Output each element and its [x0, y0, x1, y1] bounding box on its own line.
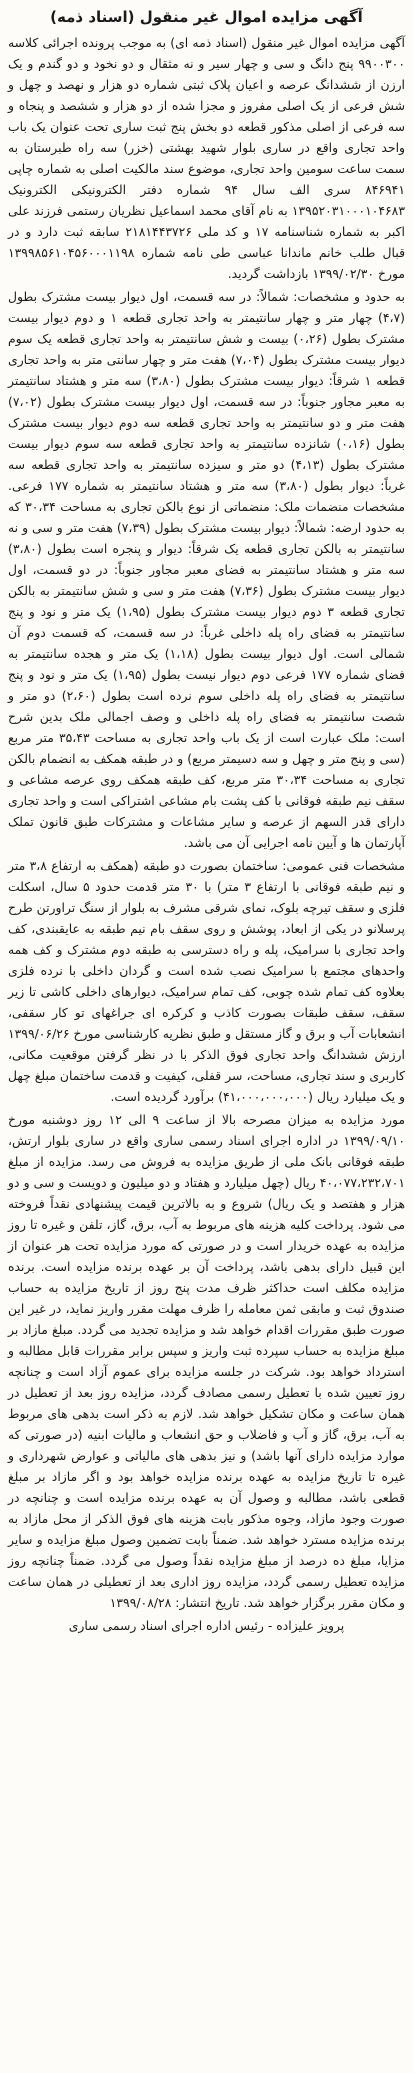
notice-paragraph-auction-terms: مورد مزایده به میزان مصرحه بالا از ساعت ۹ الی ۱۲ روز دوشنبه مورخ ۱۳۹۹/۰۹/۱۰ در اداره اجرای اسناد رسمی ساری واقع در ساری بلوار ارتش، طبقه فوقانی بانک ملی از طریق مزایده به فروش می رسد. مزایده از مبلغ ۴۰،۰۷۷،۲۳۲،۷۰۱ ریال (چهل میلیارد و هفتاد و دو میلیون و دویست و سی و دو هزار و هفتصد و یک ریال) شروع و به بالاترین قیمت پیشنهادی نقداً فروخته می شود. پرداخت کلیه هزینه های مربوط به آب، برق، گاز، تلفن و غیره تا روز مزایده به عهده خریدار است و در صورتی که مورد مزایده تحت هر عنوان از این قبیل دارای بدهی باشد، پرداخت آن بر عهده برنده مزایده است. برنده مزایده مکلف است حداکثر ظرف مدت پنج روز از تاریخ مزایده به حساب صندوق ثبت و مابقی ثمن معامله را ظرف مهلت مقرر واریز نماید، در غیر این صورت طبق مقررات اقدام خواهد شد و مزایده تجدید می گردد. مبلغ مازاد بر مبلغ مزایده به حساب سپرده ثبت واریز و سپس برابر مقررات قابل مطالبه و استرداد خواهد بود. شرکت در جلسه مزایده برای عموم آزاد است و چنانچه روز تعیین شده با تعطیل رسمی مصادف گردد، مزایده روز بعد از تعطیل در همان ساعت و مکان تشکیل خواهد شد. لازم به ذکر است بدهی های مربوط به آب، برق، گاز و آب و فاضلاب و حق انشعاب و مالیات ابنیه (در صورتی که موارد مزایده دارای آنها باشد) و نیز بدهی های مالیاتی و عوارض شهرداری و غیره تا تاریخ مزایده به عهده برنده مزایده خواهد بود و اگر مازاد بر مبلغ قطعی باشد، مطالبه و وصول آن به عهده برنده مزایده است و چنانچه در صورت وجود مازاد، وجوه مذکور بابت هزینه های فوق الذکر از محل مازاد به برنده مزایده مسترد خواهد شد. ضمناً بابت تضمین وصول مبلغ مزایده و سایر مزایا، مبلغ ده درصد از مبلغ مزایده نقداً وصول می گردد. ضمناً چنانچه روز مزایده تعطیل رسمی گردد، مزایده روز اداری بعد از تعطیلی در همان ساعت و مکان مقرر برگزار خواهد شد. تاریخ انتشار: ۱۳۹۹/۰۸/۲۸: [8, 1112, 405, 1610]
notice-signature: پرویز علیزاده - رئیس اداره اجرای اسناد رسمی ساری: [68, 1618, 345, 1633]
notice-paragraph-boundaries: به حدود و مشخصات: شمالاً: در سه قسمت، اول دیوار بیست مشترک بطول (۴،۷) چهار متر و چهار سانتیمتر به واحد تجاری قطعه ۱ و دوم دیوار بیست مشترک بطول (۰،۲۶) بیست و شش سانتیمتر به واحد تجاری قطعه یک سوم دیوار بیست مشترک بطول (۷،۰۴) هفت متر و چهار سانتی متر به واحد تجاری قطعه ۱ شرقاً: دیوار بیست مشترک بطول (۳،۸۰) سه متر و هشتاد سانتیمتر به معبر مجاور جنوباً: در سه قسمت، اول دیوار بیست مشترک بطول (۷،۰۲) هفت متر و دو سانتیمتر به واحد تجاری قطعه سه دوم دیوار بیست مشترک بطول (۰،۱۶) شانزده سانتیمتر به واحد تجاری قطعه سه سوم دیوار بیست مشترک بطول (۴،۱۳) دو متر و سیزده سانتیمتر به واحد تجاری قطعه سه غرباً: دیوار بطول (۳،۸۰) سه متر و هشتاد سانتیمتر به شماره ۱۷۷ فرعی. مشخصات منضمات ملک: منضماتی از نوع بالکن تجاری به مساحت ۳۰،۳۴ که به حدود ارضه: شمالاً: دیوار بیست مشترک بطول (۷،۳۹) هفت متر و سی و نه سانتیمتر به بالکن تجاری قطعه یک شرقاً: دیوار و پنجره است بطول (۳،۸۰) سه متر و هشتاد سانتیمتر به فضای معبر مجاور جنوباً: در دو قسمت، اول دیوار بیست مشترک بطول (۷،۳۶) هفت متر و سی و شش سانتیمتر به بالکن تجاری قطعه ۳ دوم دیوار بیست مشترک بطول (۱،۹۵) یک متر و نود و پنج سانتیمتر به فضای راه پله داخلی غرباً: در سه قسمت، که قسمت دوم آن شمالی است. اول دیوار بیست بطول (۱،۱۸) یک متر و هجده سانتیمتر به فضای شماره ۱۷۷ فرعی دوم دیوار نیست بطول (۱،۹۵) یک متر و نود و پنج سانتیمتر به فضای راه پله داخلی سوم نرده است بطول (۲،۶۰) دو متر و شصت سانتیمتر به فضای راه پله داخلی و وصف اجمالی ملک بدین شرح است: ملک عبارت است از یک باب واحد تجاری به مساحت ۳۵،۴۳ متر مربع (سی و پنج متر و چهل و سه دسیمتر مربع) و در طبقه همکف به انضمام بالکن تجاری به مساحت ۳۰،۳۴ متر مربع، کف طبقه همکف روی عرصه مشاعی و سقف نیم طبقه فوقانی با کف پشت بام مشاعی اشتراکی است و واحد تجاری دارای قدر السهم از عرصه و سایر مشاعات و مشترکات طبق قانون تملک آپارتمان ها و آیین نامه اجرایی آن می باشد.: [8, 289, 406, 850]
notice-paragraph-specifications: مشخصات فنی عمومی: ساختمان بصورت دو طبقه (همکف به ارتفاع ۳،۸ متر و نیم طبقه فوقانی با ارتفاع ۳ متر) با ۳۰ متر قدمت حدود ۵ سال، اسکلت فلزی و سقف تیرچه بلوک، نمای شرقی مشرف به بلوار از سنگ تراورتن طرح پرسلانو در یکی از ابعاد، پوشش و روی سقف بام نیم طبقه به عایقبندی، کف واحد تجاری با سرامیک، پله و راه دسترسی به طبقه دوم مشترک و کف همه واحدهای مجتمع با سرامیک نصب شده است و گردان داخلی با نرده فلزی بعلاوه کف تمام شده چوبی، کف تمام سرامیک، دیوارهای داخلی کاشی تا زیر سقف، سقف طبقات بصورت کاذب و کرکره ای جراغهای تو کار سقفی، انشعابات آب و برق و گاز مستقل و طبق نظریه کارشناسی مورخ ۱۳۹۹/۰۶/۲۶ ارزش ششدانگ واحد تجاری فوق الذکر با در نظر گرفتن موقعیت مکانی، کاربری و سند تجاری، مساحت، سر قفلی، کیفیت و قدمت ساختمان مبلغ چهل و یک میلیارد ریال (۴۱،۰۰۰،۰۰۰،۰۰۰) برآورد گردیده است.: [8, 858, 405, 1104]
notice-title: آگهی مزایده اموال غیر منقول (اسناد ذمه): [50, 8, 363, 26]
notice-paragraph-property: آگهی مزایده اموال غیر منقول (اسناد ذمه ای) به موجب پرونده اجرائی کلاسه ۹۹۰۰۳۰۰ پنج دانگ و سی و چهار سیر و نه مثقال و دو نخود و دو گندم و یک ارزن از ششدانگ عرصه و اعیان پلاک ثبتی شماره دو هزار و نهصد و چهل و شش فرعی از یک اصلی مفروز و مجزا شده از دو هزار و ششصد و پنجاه و سه فرعی از اصلی مذکور قطعه دو بخش پنج ثبت ساری تحت عنوان یک باب واحد تجاری واقع در ساری بلوار شهید بهشتی (خزر) سه راه طبرستان به سمت ساعت سومین واحد تجاری، موضوع سند مالکیت اصلی به شماره چاپی ۸۴۶۹۴۱ سری الف سال ۹۴ شماره دفتر الکترونیکی الکترونیک ۱۳۹۵۲۰۳۱۰۰۰۱۰۴۶۸۳ به نام آقای محمد اسماعیل نظریان رستمی فرزند علی اکبر به شماره شناسنامه ۱۷ و کد ملی ۲۱۸۱۴۴۳۷۲۶ سابقه ثبت دارد و در قبال طلب خانم ماندانا عباسی طی نامه شماره ۱۳۹۹۸۵۶۱۰۴۵۶۰۰۰۱۱۹۸ مورخ ۱۳۹۹/۰۲/۳۰ بازداشت گردید.: [8, 35, 405, 281]
